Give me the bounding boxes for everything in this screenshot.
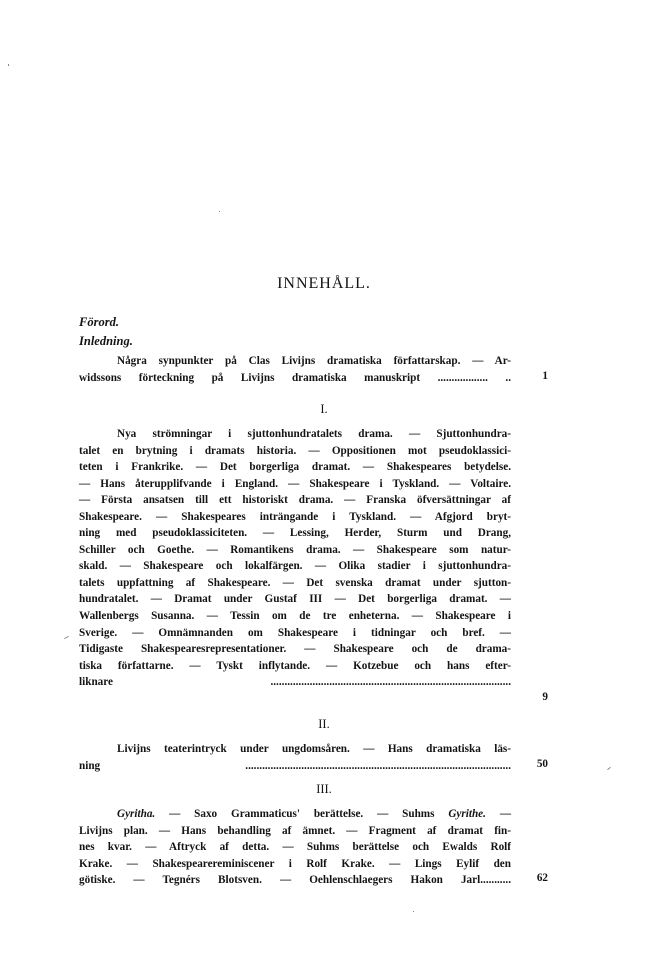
scan-speck xyxy=(219,211,220,212)
scan-speck xyxy=(8,64,9,66)
entry-line: widssons förteckning på Livijns dramatiska manuskript .................. .. xyxy=(79,371,511,384)
entry-line: Krake. — Shakespearereminiscener i Rolf Krake. — Lings Eylif den xyxy=(79,857,511,870)
entry-line: Tidigaste Shakespearesrepresentationer. — Shakespeare och de drama- xyxy=(79,643,511,656)
scan-speck xyxy=(607,767,611,770)
scan-speck xyxy=(64,636,69,639)
page-number: 1 xyxy=(542,370,548,382)
title-gyrithe: Gyrithe. xyxy=(448,808,486,820)
title-gyritha: Gyritha. xyxy=(117,808,156,820)
entry-line: — Första ansatsen till ett historiskt drama. — Franska öfversättningar af xyxy=(79,494,511,507)
entry-line: liknare ...................................................................................... xyxy=(79,676,511,689)
scan-speck xyxy=(413,911,414,912)
entry-line: Wallenbergs Susanna. — Tessin om de tre enheterna. — Shakespeare i xyxy=(79,610,511,623)
section1-entry xyxy=(79,426,511,691)
page-number: 9 xyxy=(542,691,548,703)
entry-line: — Saxo Grammaticus' berättelse. — Suhms xyxy=(155,808,449,820)
page-number: 62 xyxy=(536,872,548,884)
entry-line: Sverige. — Omnämnanden om Shakespeare i tidningar och bref. — xyxy=(79,626,511,639)
entry-line: Några synpunkter på Clas Livijns dramatiska författarskap. — Ar- xyxy=(117,355,511,367)
entry-line: ning ............................................................................................... xyxy=(79,759,511,772)
section3-entry xyxy=(79,806,511,889)
section-numeral-1: I. xyxy=(320,402,328,416)
page-number: 50 xyxy=(536,758,548,770)
entry-line: — Hans återupplifvande i England. — Shakespeare i Tyskland. — Voltaire. xyxy=(79,477,511,490)
entry-line: Shakespeare. — Shakespeares inträngande i Tyskland. — Afgjord bryt- xyxy=(79,510,511,523)
inledning-entry xyxy=(79,353,511,386)
entry-line: — xyxy=(485,808,511,820)
entry-line: götiske. — Tegnérs Blotsven. — Oehlenschlaegers Hakon Jarl........... xyxy=(79,874,511,887)
entry-line: Nya strömningar i sjuttonhundratalets drama. — Sjuttonhundra- xyxy=(117,428,511,440)
entry-line: nes kvar. — Aftryck af detta. — Suhms berättelse och Ewalds Rolf xyxy=(79,841,511,854)
page-title: INNEHÅLL. xyxy=(277,275,371,292)
entry-line: Livijns teaterintryck under ungdomsåren. — Hans dramatiska läs- xyxy=(117,743,511,755)
entry-line: hundratalet. — Dramat under Gustaf III — Det borgerliga dramat. — xyxy=(79,593,511,606)
entry-line: skald. — Shakespeare och lokalfärgen. — Olika stadier i sjuttonhundra- xyxy=(79,560,511,573)
entry-line: talet en brytning i dramats historia. — Oppositionen mot pseudoklassici- xyxy=(79,444,511,457)
section-numeral-2: II. xyxy=(318,717,330,731)
forord-label: Förord. xyxy=(79,315,119,329)
entry-line: ning med pseudoklassiciteten. — Lessing, Herder, Sturm und Drang, xyxy=(79,527,511,540)
section-numeral-3: III. xyxy=(316,782,332,796)
entry-line: talets uppfattning af Shakespeare. — Det svenska dramat under sjutton- xyxy=(79,576,511,589)
entry-line: Livijns plan. — Hans behandling af ämnet. — Fragment af dramat fin- xyxy=(79,824,511,837)
entry-line: teten i Frankrike. — Det borgerliga dramat. — Shakespeares betydelse. xyxy=(79,461,511,474)
entry-line: tiska författarne. — Tyskt inflytande. — Kotzebue och hans efter- xyxy=(79,659,511,672)
inledning-label: Inledning. xyxy=(79,334,133,348)
section2-entry xyxy=(79,741,511,774)
entry-line: Schiller och Goethe. — Romantikens drama. — Shakespeare som natur- xyxy=(79,543,511,556)
